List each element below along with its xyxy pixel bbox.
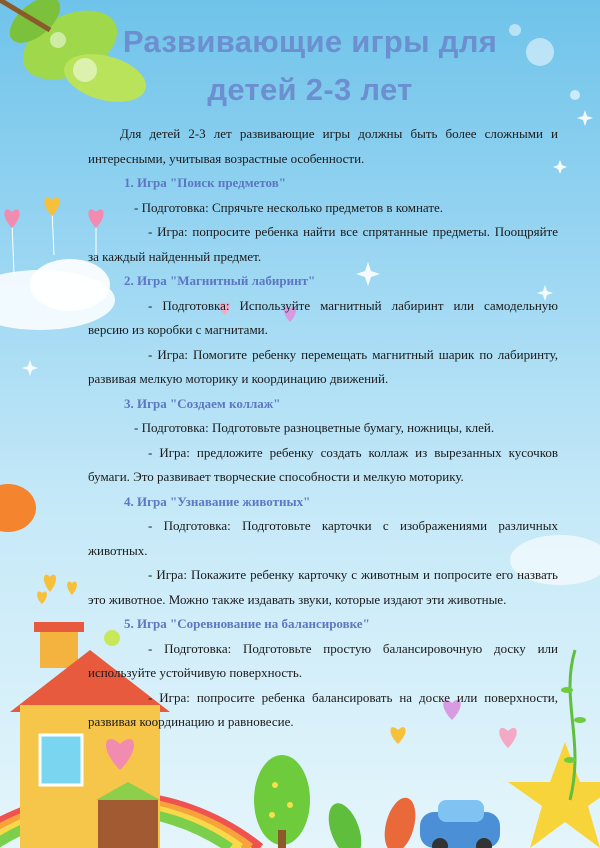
- tree-icon: [254, 755, 310, 848]
- game-5-prep: - Подготовка: Подготовьте простую балансировочную доску или используйте устойчивую поверхность.: [88, 640, 558, 680]
- game-3-heading: 3. Игра "Создаем коллаж": [124, 395, 281, 411]
- game-4-play: - Игра: Покажите ребенку карточку с животным и попросите его назвать это животное. Можно также издавать звуки, которые издают эти животные.: [88, 567, 558, 607]
- game-4-prep: - Подготовка: Подготовьте карточки с изображениями различных животных.: [88, 518, 558, 558]
- page-title-line-2: детей 2-3 лет: [207, 72, 413, 107]
- game-2-prep: - Подготовка: Используйте магнитный лабиринт или самодельную версию из коробки с магнитами.: [88, 297, 558, 337]
- game-3-play: - Игра: предложите ребенку создать коллаж из вырезанных кусочков бумаги. Это развивает творческие способности и мелкую моторику.: [88, 444, 558, 484]
- car-icon: [420, 800, 500, 848]
- game-4-heading: 4. Игра "Узнавание животных": [124, 493, 311, 509]
- document-body: [88, 122, 558, 735]
- page-title: [0, 18, 600, 114]
- star-icon: [508, 742, 600, 848]
- game-3-prep: - Подготовка: Подготовьте разноцветные бумагу, ножницы, клей.: [134, 420, 495, 435]
- intro-paragraph: Для детей 2-3 лет развивающие игры должны быть более сложными и интересными, учитывая возрастные особенности.: [88, 126, 558, 166]
- game-5-heading: 5. Игра "Соревнование на балансировке": [124, 616, 370, 631]
- game-5-play: - Игра: попросите ребенка балансировать на доске или поверхности, развивая координацию и равновесие.: [88, 689, 558, 729]
- game-1-play: - Игра: попросите ребенка найти все спрятанные предметы. Поощряйте за каждый найденный предмет.: [88, 224, 558, 264]
- page-title-line-1: Развивающие игры для: [122, 24, 498, 59]
- game-2-heading: 2. Игра "Магнитный лабиринт": [124, 273, 316, 288]
- game-2-play: - Игра: Помогите ребенку перемещать магнитный шарик по лабиринту, развивая мелкую моторику и координацию движений.: [88, 346, 558, 386]
- game-1-prep: - Подготовка: Спрячьте несколько предметов в комнате.: [134, 199, 444, 215]
- game-1-heading: 1. Игра "Поиск предметов": [124, 175, 286, 190]
